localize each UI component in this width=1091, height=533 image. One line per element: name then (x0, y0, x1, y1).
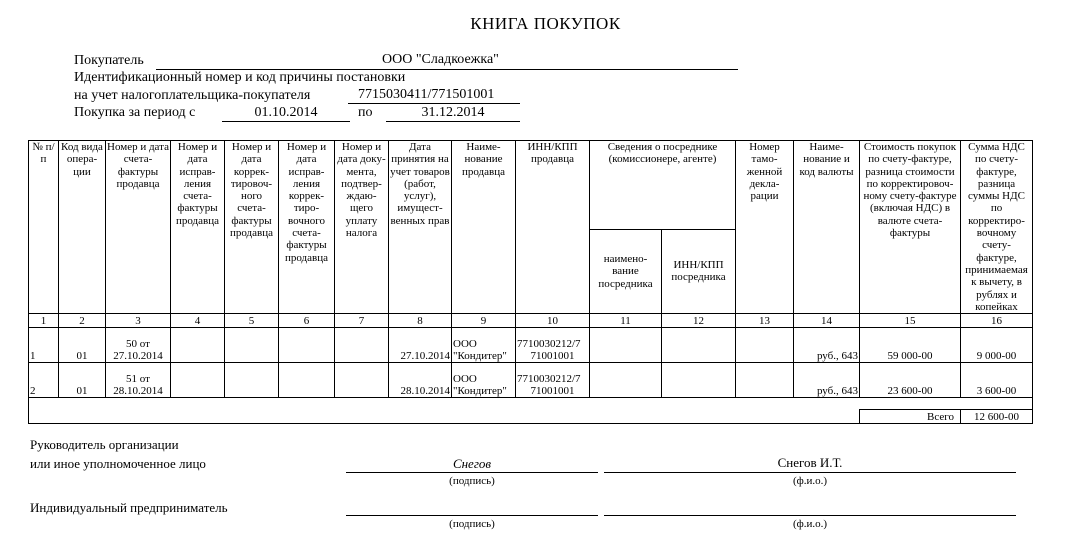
table-row (29, 363, 1033, 398)
buyer-label: Покупатель (74, 53, 144, 68)
header-col-4: Номер и дата исправ-ления счета-фактуры продавца (171, 141, 225, 314)
header-col-12: ИНН/КПП посредника (662, 229, 736, 314)
period-to: 31.12.2014 (421, 105, 485, 120)
seller-name-line1: ООО (453, 372, 477, 385)
period-label: Покупка за период с (74, 105, 196, 120)
operation-code: 01 (59, 328, 106, 363)
header-col-5: Номер и дата коррек-тировоч-ного счета-фактуры продавца (225, 141, 279, 314)
column-number: 10 (516, 314, 590, 328)
seller-inn-line2: 71001001 (530, 349, 575, 362)
seller-inn-line2: 71001001 (530, 384, 575, 397)
invoice-date: 28.10.2014 (113, 384, 163, 397)
header-col-2: Код вида опера-ции (59, 141, 106, 314)
column-number: 5 (225, 314, 279, 328)
buyer-value: ООО "Сладкоежка" (382, 52, 499, 67)
column-number: 9 (452, 314, 516, 328)
head-label-line1: Руководитель организации (30, 437, 179, 452)
page-title: КНИГА ПОКУПОК (470, 14, 621, 33)
period-to-label: по (358, 105, 373, 120)
ip-label: Индивидуальный предприниматель (30, 500, 228, 515)
header-row (29, 141, 1033, 230)
seller-inn-line1: 7710030212/7 (517, 372, 581, 385)
header-col-16: Сумма НДС по счету-фактуре, разница суммы НДС по корректиро-вочному счету-фактуре, принимаемая к вычету, в рублях и копейках (961, 141, 1033, 314)
seller-inn-line1: 7710030212/7 (517, 337, 581, 350)
head-name: Снегов И.Т. (777, 455, 843, 470)
inn-label-line1: Идентификационный номер и код причины постановки (74, 70, 406, 85)
purchase-cost: 23 600-00 (860, 363, 961, 398)
inn-label-line2: на учет налогоплательщика-покупателя (74, 88, 311, 103)
column-number: 13 (736, 314, 794, 328)
total-vat: 12 600-00 (961, 410, 1033, 424)
head-signature-caption: (подпись) (449, 475, 495, 487)
column-number: 6 (279, 314, 335, 328)
column-number: 3 (106, 314, 171, 328)
inn-value: 7715030411/771501001 (358, 87, 495, 102)
ip-name-line (604, 498, 1016, 516)
header-intermediary: Сведения о посреднике (комиссионере, агенте) (590, 141, 736, 230)
vat-amount: 9 000-00 (961, 328, 1033, 363)
header-col-14: Наиме-нование и код валюты (794, 141, 860, 314)
ip-signature-caption: (подпись) (449, 518, 495, 530)
invoice-number: 50 от (126, 337, 150, 350)
column-number: 15 (860, 314, 961, 328)
header-col-11: наимено-вание посредника (590, 229, 662, 314)
ip-signature-line (346, 498, 598, 516)
ip-name-caption: (ф.и.о.) (792, 518, 828, 530)
column-number: 2 (59, 314, 106, 328)
header-col-3: Номер и дата счета-фактуры продавца (106, 141, 171, 314)
column-number: 4 (171, 314, 225, 328)
accepted-date: 28.10.2014 (389, 363, 452, 398)
column-number: 1 (29, 314, 59, 328)
column-number: 8 (389, 314, 452, 328)
invoice-date: 27.10.2014 (113, 349, 163, 362)
column-number: 7 (335, 314, 389, 328)
table-row (29, 328, 1033, 363)
row-number: 1 (29, 328, 59, 363)
header-col-9: Наиме-нование продавца (452, 141, 516, 314)
header-col-6: Номер и дата исправ-ления коррек-тиро-вочного счета-фактуры продавца (279, 141, 335, 314)
header-col-10: ИНН/КПП продавца (516, 141, 590, 314)
column-number-row (29, 314, 1033, 328)
spacer-row (29, 398, 1033, 410)
operation-code: 01 (59, 363, 106, 398)
seller-name-line2: "Кондитер" (453, 349, 507, 362)
header-col-13: Номер тамо-женной декла-рации (736, 141, 794, 314)
total-row (29, 410, 1033, 424)
head-signature: Снегов (452, 456, 492, 471)
header-col-7: Номер и дата доку-мента, подтвер-ждаю-щего уплату налога (335, 141, 389, 314)
header-col-8: Дата принятия на учет товаров (работ, услуг), имущест-венных прав (389, 141, 452, 314)
head-name-caption: (ф.и.о.) (792, 475, 828, 487)
column-number: 11 (590, 314, 662, 328)
period-from: 01.10.2014 (254, 105, 318, 120)
head-label-line2: или иное уполномоченное лицо (30, 456, 206, 471)
accepted-date: 27.10.2014 (389, 328, 452, 363)
column-number: 12 (662, 314, 736, 328)
currency: руб., 643 (794, 363, 860, 398)
total-label: Всего (860, 410, 961, 424)
header-col-15: Стоимость покупок по счету-фактуре, разница стоимости по корректировоч-ному счету-фактуре (включая НДС) в валюте счета-фактуры (860, 141, 961, 314)
seller-name-line1: ООО (453, 337, 477, 350)
purchase-book-table (28, 140, 1033, 424)
column-number: 16 (961, 314, 1033, 328)
seller-name-line2: "Кондитер" (453, 384, 507, 397)
purchase-cost: 59 000-00 (860, 328, 961, 363)
currency: руб., 643 (794, 328, 860, 363)
vat-amount: 3 600-00 (961, 363, 1033, 398)
header-col-1: № п/п (29, 141, 59, 314)
invoice-number: 51 от (126, 372, 150, 385)
row-number: 2 (29, 363, 59, 398)
column-number: 14 (794, 314, 860, 328)
